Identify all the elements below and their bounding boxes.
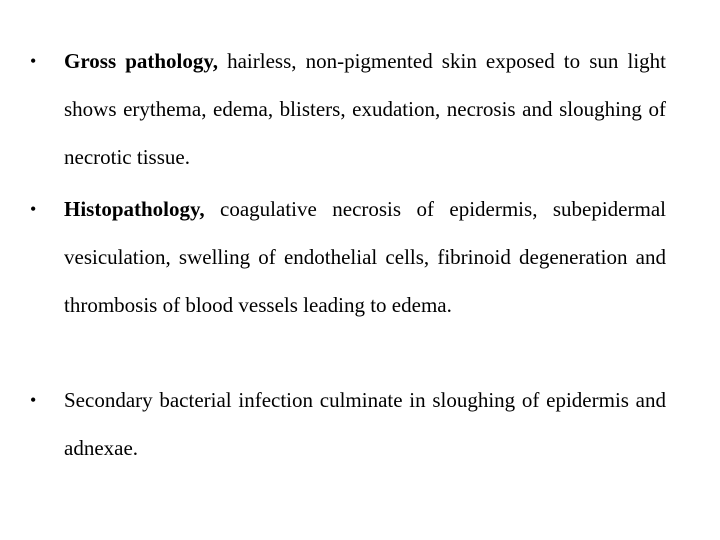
bullet-histopathology bbox=[30, 185, 666, 329]
bullet-icon: • bbox=[30, 199, 37, 219]
bullet-text bbox=[64, 185, 666, 329]
bullet-text bbox=[64, 37, 666, 181]
bullet-icon: • bbox=[30, 390, 37, 410]
bullet-term: Gross pathology, bbox=[64, 49, 218, 73]
bullet-gross-pathology bbox=[30, 37, 666, 181]
bullet-body: hairless, non-pigmented skin exposed to sun light shows erythema, edema, blisters, exudation, necrosis and sloughing of necrotic tissue. bbox=[64, 49, 666, 169]
bullet-text bbox=[64, 376, 666, 472]
bullet-term: Histopathology, bbox=[64, 197, 205, 221]
bullet-secondary-infection bbox=[30, 376, 666, 472]
bullet-body: coagulative necrosis of epidermis, subepidermal vesiculation, swelling of endothelial cells, fibrinoid degeneration and thrombosis of blood vessels leading to edema. bbox=[64, 197, 666, 317]
bullet-body: Secondary bacterial infection culminate in sloughing of epidermis and adnexae. bbox=[64, 388, 666, 460]
bullet-icon: • bbox=[30, 51, 37, 71]
